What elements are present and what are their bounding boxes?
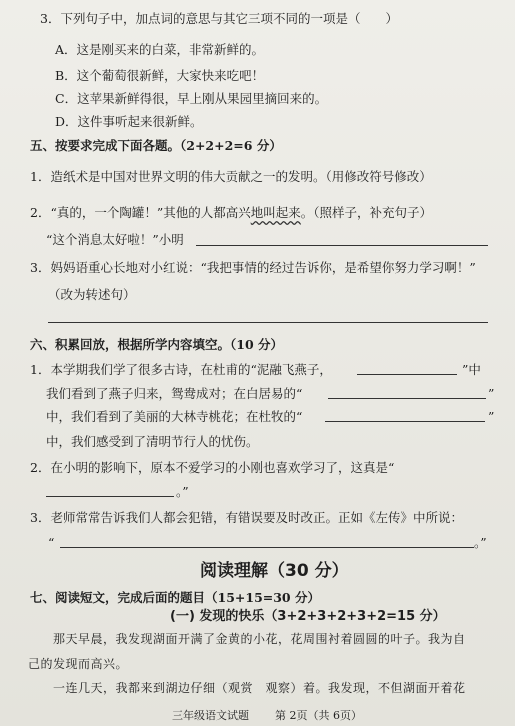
sec6-q1-line4: 中，我们感受到了清明节行人的忧伤。	[46, 434, 259, 449]
reading-p1-line1: 那天早晨，我发现湖面开满了金黄的小花，花周围衬着圆圆的叶子。我为自	[28, 632, 466, 646]
sec6-q2-line2-end: 。”	[176, 484, 189, 499]
reading-subtitle: (一) 发现的快乐（3+2+3+2+3+2=15 分）	[170, 609, 446, 624]
sec6-q1-line1-end: ”中	[462, 362, 481, 377]
sec5-q2-wavy-phrase: 地叫起来	[250, 205, 301, 220]
q3-option-d: D．这件事听起来很新鲜。	[55, 114, 203, 129]
sec6-q3-line1: 3．老师常常告诉我们人都会犯错，有错误要及时改正。正如《左传》中所说：	[30, 510, 463, 525]
sec6-q1-line3: 中，我们看到了美丽的大林寺桃花；在杜牧的“	[46, 409, 303, 424]
sec5-q2-part-b: 。（照样子，补充句子）	[300, 205, 433, 220]
footer-page-number: 第 2页（共 6页）	[275, 709, 362, 722]
section-6-header: 六、积累回放，根据所学内容填空。（10 分）	[30, 337, 283, 352]
sec5-q2-part-a: 2．“真的，一个陶罐！”其他的人都高兴	[30, 205, 251, 220]
reading-p2-line1: 一连几天，我都来到湖边仔细（观赏 观察）着。我发现，不但湖面开着花	[28, 681, 466, 695]
sec6-q1-line2: 我们看到了燕子归来，鸳鸯成对；在白居易的“	[46, 386, 303, 401]
sec5-q2	[30, 205, 432, 221]
sec5-q3-hint: （改为转述句）	[48, 287, 136, 302]
sec5-q2-answer-line[interactable]	[196, 245, 488, 246]
sec6-q2-line1: 2．在小明的影响下，原本不爱学习的小刚也喜欢学习了，这真是“	[30, 460, 395, 475]
q3-option-a: A．这是刚买来的白菜，非常新鲜的。	[55, 42, 265, 57]
section-5-header: 五、按要求完成下面各题。（2+2+2=6 分）	[30, 138, 282, 153]
sec5-q3: 3．妈妈语重心长地对小红说：“我把事情的经过告诉你，是希望你努力学习啊！”	[30, 260, 476, 275]
sec6-q3-open-quote: “	[48, 535, 55, 550]
footer-subject: 三年级语文试题	[172, 709, 249, 722]
sec6-q1-line3-end: ”	[488, 409, 495, 424]
sec6-q1-line2-end: ”	[488, 386, 495, 401]
sec6-q1-line1: 1．本学期我们学了很多古诗，在杜甫的“泥融飞燕子，	[30, 362, 332, 377]
q3-option-c: C．这苹果新鲜得很，早上刚从果园里摘回来的。	[55, 91, 328, 106]
sec6-q1-blank1[interactable]	[357, 374, 457, 375]
sec5-q3-answer-line[interactable]	[48, 322, 488, 323]
sec6-q2-blank[interactable]	[46, 496, 174, 497]
q3-option-b: B．这个葡萄很新鲜，大家快来吃吧！	[55, 68, 265, 83]
reading-title: 阅读理解（30 分）	[200, 561, 349, 581]
reading-p1-line2: 己的发现而高兴。	[28, 657, 129, 671]
q3-stem: 3．下列句子中，加点词的意思与其它三项不同的一项是（ ）	[40, 11, 398, 26]
sec5-q2-prompt: “这个消息太好啦！”小明	[46, 232, 184, 247]
sec6-q3-close-quote: 。”	[474, 535, 487, 550]
sec6-q3-blank[interactable]	[60, 547, 474, 548]
sec6-q1-blank2[interactable]	[328, 398, 486, 399]
sec5-q1: 1．造纸术是中国对世界文明的伟大贡献之一的发明。（用修改符号修改）	[30, 169, 432, 184]
sec6-q1-blank3[interactable]	[325, 421, 485, 422]
section-7-header: 七、阅读短文，完成后面的题目（15+15=30 分）	[30, 590, 320, 605]
